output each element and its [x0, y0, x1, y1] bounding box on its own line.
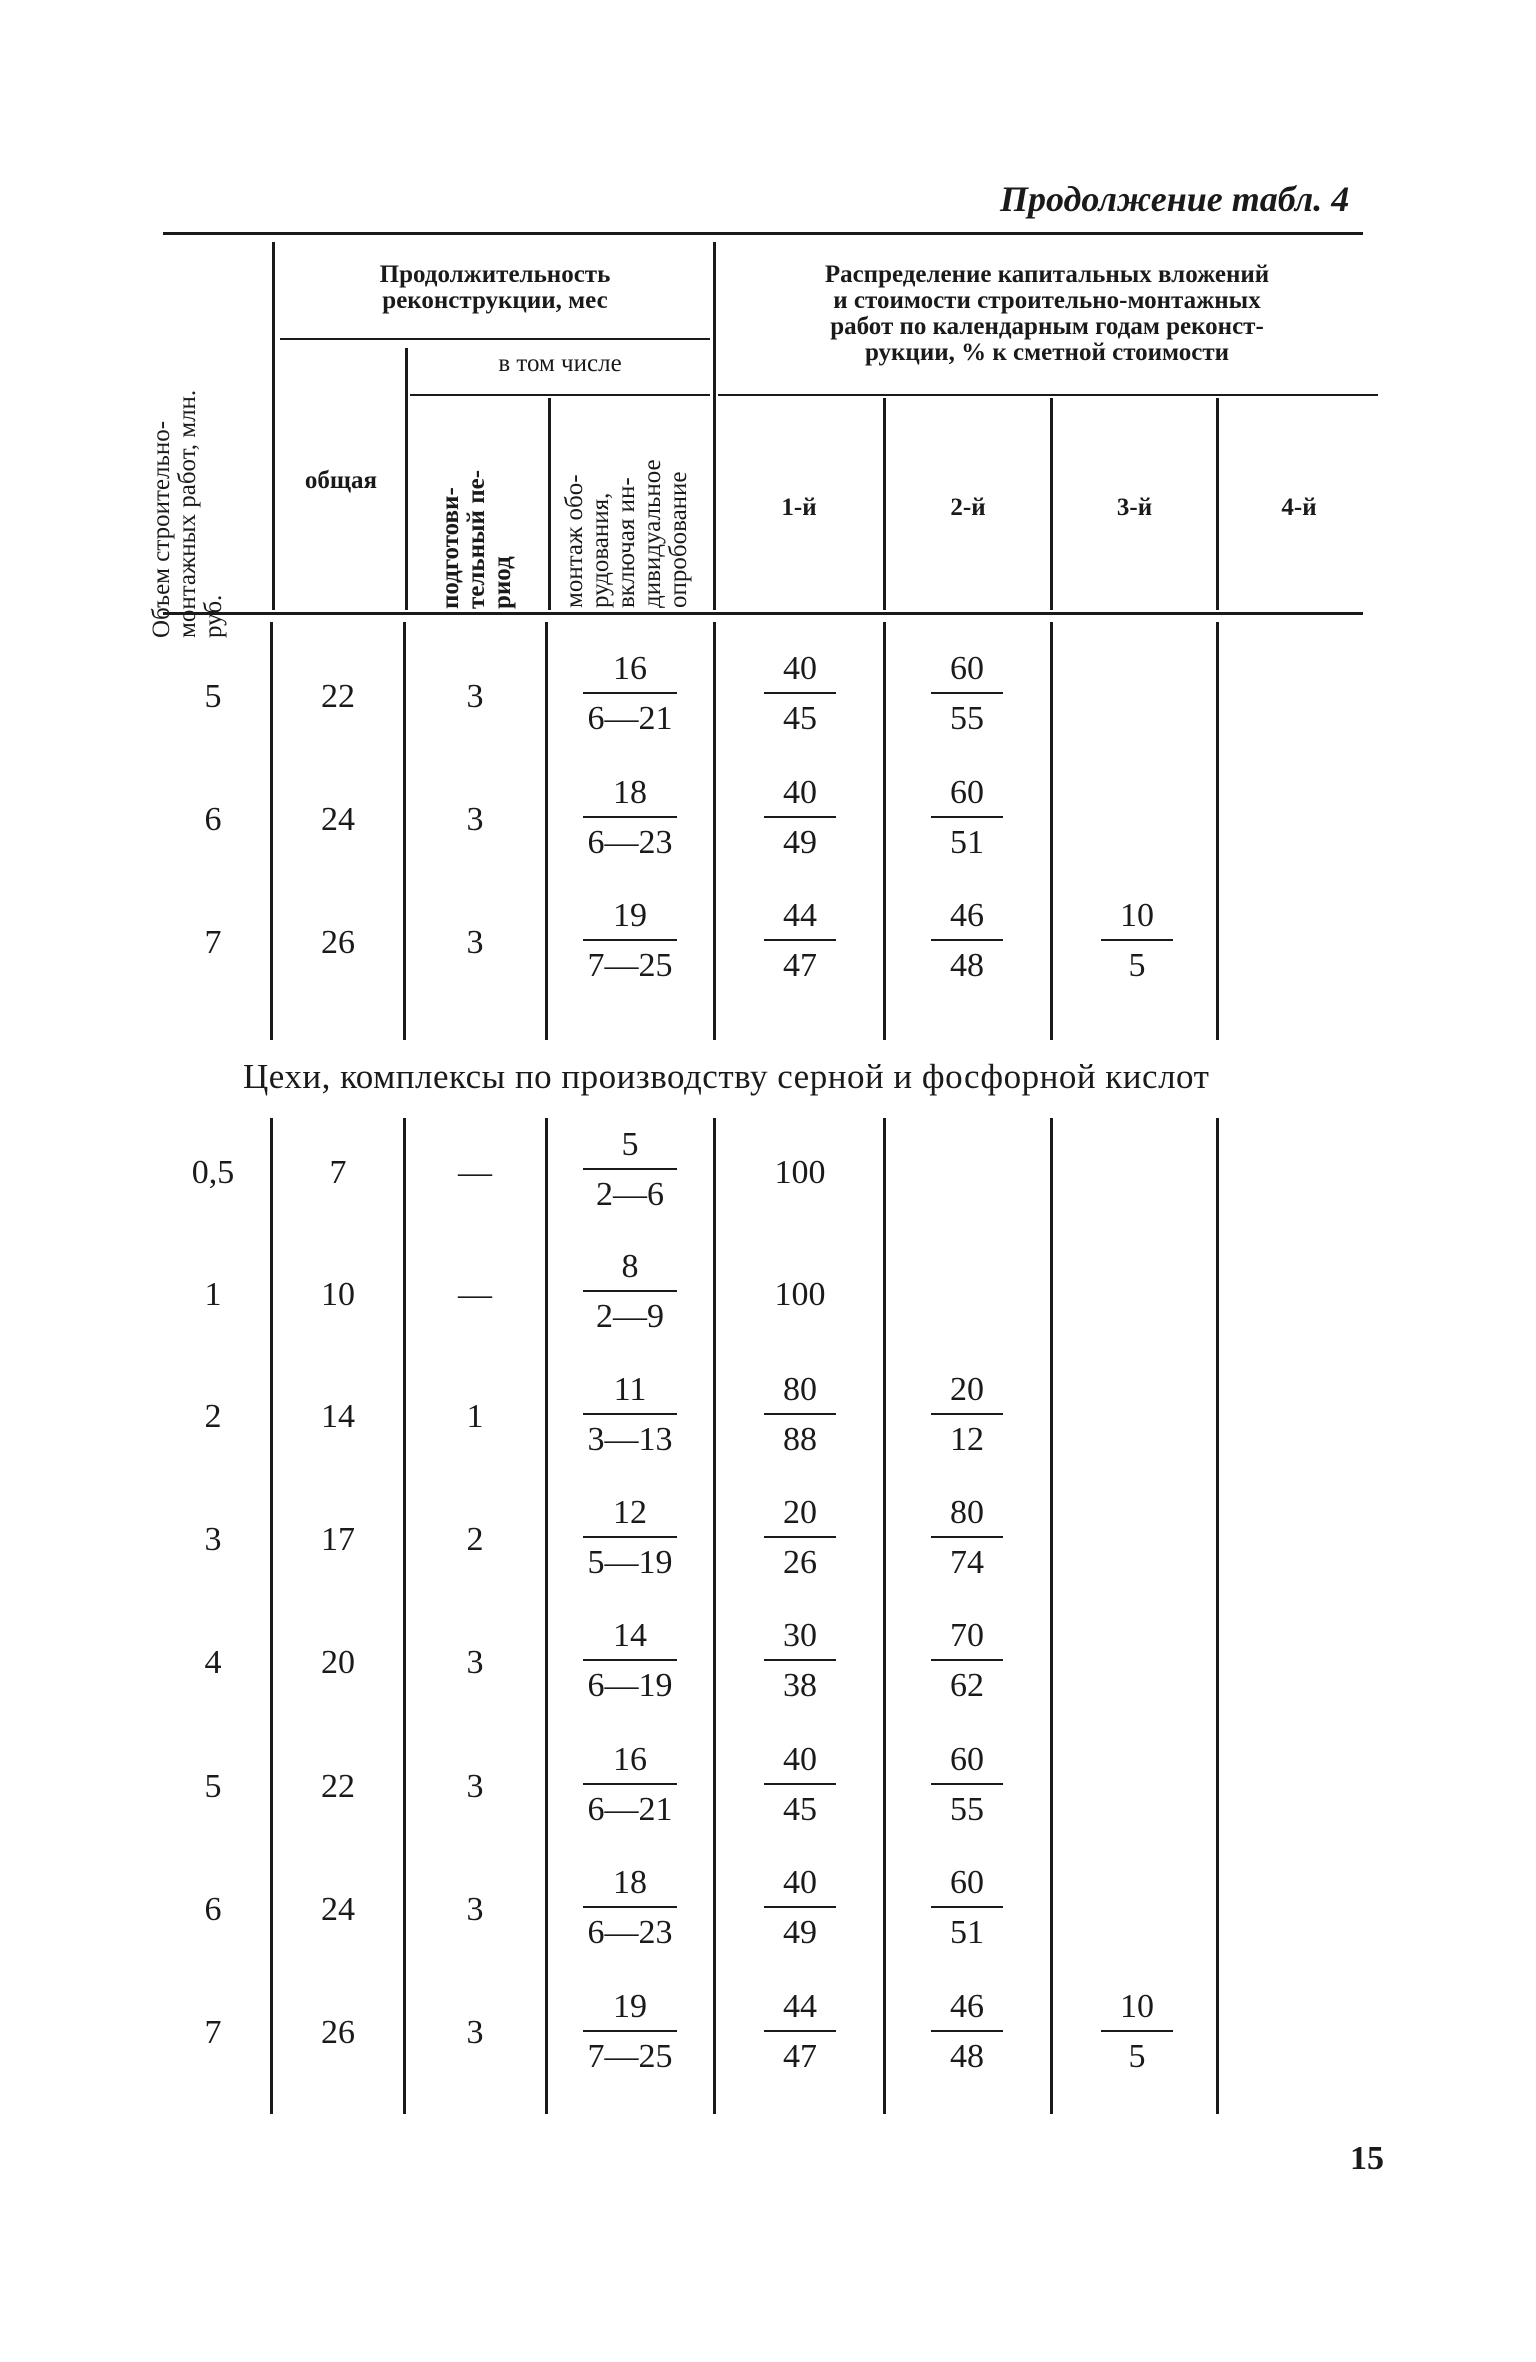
- s2-row1-prep: —: [458, 1154, 492, 1191]
- s2-row5-y1: [755, 1619, 845, 1703]
- s2-vline-5: [883, 1118, 886, 2114]
- s1-row2-prep: 3: [466, 801, 484, 838]
- s1-row1-mount-num: 16: [613, 650, 647, 687]
- s2-row7-prep: 3: [466, 1891, 484, 1928]
- s1-row1-mount: [575, 652, 685, 736]
- s2-row3-y2-num: 20: [950, 1371, 984, 1408]
- s2-row5-y2-den: 62: [950, 1667, 984, 1704]
- header-distribution-line4: рукции, % к сметной стоимости: [864, 339, 1230, 366]
- s2-row7-volume: 6: [204, 1891, 222, 1928]
- s1-row3-y3: [1092, 899, 1182, 983]
- s1-row3-prep: 3: [466, 924, 484, 961]
- s2-row2-total: 10: [321, 1276, 355, 1313]
- s2-row4-y1-den: 26: [783, 1544, 817, 1581]
- s1-row3-y1-num: 44: [783, 897, 817, 934]
- header-vline-2: [405, 348, 408, 610]
- s2-row6-y2-num: 60: [950, 1741, 984, 1778]
- s1-row3-total: 26: [321, 924, 355, 961]
- s2-vline-1: [270, 1118, 273, 2114]
- s2-row8-y2-den: 48: [950, 2038, 984, 2075]
- s2-row1-mount: [575, 1128, 685, 1212]
- section2-title: Цехи, комплексы по производству серной и фосфорной кислот: [243, 1057, 1210, 1096]
- header-including: в том числе: [498, 350, 622, 377]
- s2-row8-y1-den: 47: [783, 2038, 817, 2075]
- s2-row5-y2-num: 70: [950, 1617, 984, 1654]
- s1-row3-mount-num: 19: [613, 897, 647, 934]
- header-year-1: 1-й: [781, 494, 817, 521]
- s2-row4-y2: [922, 1496, 1012, 1580]
- s2-row7-y2-num: 60: [950, 1864, 984, 1901]
- s1-row1-prep: 3: [466, 678, 484, 715]
- s2-row3-mount-num: 11: [613, 1371, 647, 1408]
- s2-row6-y2: [922, 1743, 1012, 1827]
- s1-row1-volume: 5: [204, 678, 222, 715]
- s1-row3-y3-den: 5: [1128, 947, 1146, 984]
- s2-row3-y2-den: 12: [950, 1421, 984, 1458]
- header-bottom-rule: [163, 612, 1363, 615]
- s1-vline-3: [545, 622, 548, 1040]
- s2-row7-mount-den: 6—23: [587, 1914, 673, 1951]
- s2-row5-mount-num: 14: [613, 1617, 647, 1654]
- s2-row5-mount: [575, 1619, 685, 1703]
- s1-row2-y1: [755, 776, 845, 860]
- s2-row1-mount-num: 5: [621, 1126, 639, 1163]
- s2-row7-total: 24: [321, 1891, 355, 1928]
- s2-row6-volume: 5: [204, 1768, 222, 1805]
- header-vline-4: [713, 242, 716, 610]
- header-distribution-line2: и стоимости строительно-монтажных: [833, 287, 1261, 314]
- s2-row8-y2-num: 46: [950, 1988, 984, 2025]
- s1-row2-y2-num: 60: [950, 774, 984, 811]
- s1-row1-y2: [922, 652, 1012, 736]
- s2-row5-mount-den: 6—19: [587, 1667, 673, 1704]
- s2-row2-mount: [575, 1250, 685, 1334]
- s1-row1-y2-den: 55: [950, 700, 984, 737]
- s2-vline-4: [713, 1118, 716, 2114]
- s1-row3-y3-num: 10: [1120, 897, 1154, 934]
- header-volume-line1: Объем строительно-: [148, 420, 175, 638]
- s2-row8-prep: 3: [466, 2014, 484, 2051]
- header-volume: [149, 258, 235, 638]
- header-year-3: 3-й: [1116, 494, 1153, 521]
- s2-row4-y2-den: 74: [950, 1544, 984, 1581]
- header-total: общая: [304, 467, 378, 494]
- page-number: 15: [1350, 2140, 1384, 2177]
- s2-row5-y1-num: 30: [783, 1617, 817, 1654]
- s2-vline-6: [1050, 1118, 1053, 2114]
- s2-vline-3: [545, 1118, 548, 2114]
- s2-row4-y2-num: 80: [950, 1494, 984, 1531]
- s1-vline-1: [270, 622, 273, 1040]
- s2-row8-mount-num: 19: [613, 1988, 647, 2025]
- s2-row7-y2: [922, 1866, 1012, 1950]
- s1-row3-mount-den: 7—25: [587, 947, 673, 984]
- s1-row3-y1: [755, 899, 845, 983]
- header-year-4: 4-й: [1281, 494, 1317, 521]
- header-distribution-line1: Распределение капитальных вложений: [824, 261, 1270, 288]
- s2-row1-y1: 100: [774, 1154, 826, 1191]
- s2-row6-y2-den: 55: [950, 1791, 984, 1828]
- s2-row8-volume: 7: [204, 2014, 222, 2051]
- s2-row8-y3-den: 5: [1128, 2038, 1146, 2075]
- s2-row5-y2: [922, 1619, 1012, 1703]
- s2-row5-volume: 4: [204, 1644, 222, 1681]
- s2-vline-7: [1216, 1118, 1219, 2114]
- s1-row2-y2-den: 51: [950, 824, 984, 861]
- s1-row1-y1-den: 45: [783, 700, 817, 737]
- s1-row3-y1-den: 47: [783, 947, 817, 984]
- header-volume-line2: монтажных работ, млн.: [174, 389, 201, 638]
- s2-row6-total: 22: [321, 1768, 355, 1805]
- s2-row8-y1: [755, 1990, 845, 2074]
- header-mount-line5: опробование: [665, 471, 692, 608]
- header-prep-line1: подготови-: [437, 487, 464, 609]
- s1-row1-mount-den: 6—21: [587, 700, 673, 737]
- s1-vline-5: [883, 622, 886, 1040]
- s2-row1-total: 7: [329, 1154, 347, 1191]
- s2-row8-total: 26: [321, 2014, 355, 2051]
- s1-vline-7: [1216, 622, 1219, 1040]
- s2-row7-y1-num: 40: [783, 1864, 817, 1901]
- s1-row1-y2-num: 60: [950, 650, 984, 687]
- s2-row4-y1: [755, 1496, 845, 1580]
- header-mount-line2: рудования,: [587, 492, 614, 608]
- s2-row3-y2: [922, 1373, 1012, 1457]
- s1-row1-total: 22: [321, 678, 355, 715]
- s1-row2-mount-den: 6—23: [587, 824, 673, 861]
- header-mount: [562, 418, 692, 608]
- s2-row4-y1-num: 20: [783, 1494, 817, 1531]
- s1-vline-6: [1050, 622, 1053, 1040]
- s1-row2-total: 24: [321, 801, 355, 838]
- s2-row2-prep: —: [458, 1276, 492, 1313]
- s1-row3-volume: 7: [204, 924, 222, 961]
- s2-row2-mount-den: 2—9: [596, 1298, 664, 1335]
- s2-row3-y1-num: 80: [783, 1371, 817, 1408]
- s2-row8-mount-den: 7—25: [587, 2038, 673, 2075]
- s1-vline-2: [403, 622, 406, 1040]
- s2-row4-mount-num: 12: [613, 1494, 647, 1531]
- s2-row7-mount: [575, 1866, 685, 1950]
- s2-row3-y1: [755, 1373, 845, 1457]
- s2-row6-y1: [755, 1743, 845, 1827]
- s2-row2-y1: 100: [774, 1276, 826, 1313]
- header-prep-line3: риод: [489, 556, 516, 609]
- s1-row3-y2-den: 48: [950, 947, 984, 984]
- s2-row3-prep: 1: [466, 1398, 484, 1435]
- s2-row6-prep: 3: [466, 1768, 484, 1805]
- s1-row1-y1-num: 40: [783, 650, 817, 687]
- s1-row3-y2: [922, 899, 1012, 983]
- s1-row2-y1-den: 49: [783, 824, 817, 861]
- s2-row1-volume: 0,5: [191, 1154, 235, 1191]
- s2-vline-2: [403, 1118, 406, 2114]
- s1-row2-mount: [575, 776, 685, 860]
- s2-row5-y1-den: 38: [783, 1667, 817, 1704]
- s1-row2-y1-num: 40: [783, 774, 817, 811]
- s1-vline-4: [713, 622, 716, 1040]
- header-year-2: 2-й: [950, 494, 986, 521]
- s2-row2-mount-num: 8: [621, 1248, 639, 1285]
- s1-row1-y1: [755, 652, 845, 736]
- s2-row3-total: 14: [321, 1398, 355, 1435]
- header-vline-1: [272, 242, 275, 610]
- s2-row8-y2: [922, 1990, 1012, 2074]
- header-mount-line1: монтаж обо-: [561, 474, 588, 608]
- s2-row3-mount-den: 3—13: [587, 1421, 673, 1458]
- s2-row8-mount: [575, 1990, 685, 2074]
- s2-row4-mount: [575, 1496, 685, 1580]
- header-prep: [438, 419, 516, 609]
- s2-row6-y1-den: 45: [783, 1791, 817, 1828]
- header-mount-line3: включая ин-: [613, 477, 640, 608]
- s2-row3-mount: [575, 1373, 685, 1457]
- s1-row2-volume: 6: [204, 801, 222, 838]
- header-vline-3: [548, 398, 551, 610]
- s2-row1-mount-den: 2—6: [596, 1176, 664, 1213]
- s2-row4-mount-den: 5—19: [587, 1544, 673, 1581]
- s2-row6-mount-num: 16: [613, 1741, 647, 1778]
- s2-row6-mount: [575, 1743, 685, 1827]
- s1-row2-mount-num: 18: [613, 774, 647, 811]
- header-distribution: [722, 262, 1372, 366]
- duration-subrule: [280, 338, 710, 340]
- header-mount-line4: дивидуальное: [639, 459, 666, 608]
- s2-row6-mount-den: 6—21: [587, 1791, 673, 1828]
- s2-row7-mount-num: 18: [613, 1864, 647, 1901]
- s2-row8-y3-num: 10: [1120, 1988, 1154, 2025]
- s2-row3-volume: 2: [204, 1398, 222, 1435]
- s2-row3-y1-den: 88: [783, 1421, 817, 1458]
- s1-row2-y2: [922, 776, 1012, 860]
- header-prep-line2: тельный пе-: [463, 469, 490, 609]
- s2-row4-volume: 3: [204, 1521, 222, 1558]
- s2-row7-y1: [755, 1866, 845, 1950]
- s2-row7-y1-den: 49: [783, 1914, 817, 1951]
- table-caption: Продолжение табл. 4: [1000, 179, 1350, 219]
- s2-row8-y3: [1092, 1990, 1182, 2074]
- header-duration-line1: Продолжительность: [379, 261, 611, 288]
- including-subrule: [410, 394, 710, 396]
- s1-row3-mount: [575, 899, 685, 983]
- s2-row6-y1-num: 40: [783, 1741, 817, 1778]
- s2-row7-y2-den: 51: [950, 1914, 984, 1951]
- s2-row5-prep: 3: [466, 1644, 484, 1681]
- header-duration-line2: реконструкции, мес: [382, 287, 608, 314]
- s2-row4-prep: 2: [466, 1521, 484, 1558]
- header-distribution-line3: работ по календарным годам реконст-: [830, 313, 1264, 340]
- s2-row5-total: 20: [321, 1644, 355, 1681]
- top-rule: [163, 232, 1363, 235]
- s1-row3-y2-num: 46: [950, 897, 984, 934]
- s2-row4-total: 17: [321, 1521, 355, 1558]
- s2-row2-volume: 1: [204, 1276, 222, 1313]
- distribution-subrule: [718, 394, 1378, 396]
- s2-row8-y1-num: 44: [783, 1988, 817, 2025]
- header-duration: [285, 262, 705, 314]
- header-volume-line3: руб.: [200, 594, 227, 638]
